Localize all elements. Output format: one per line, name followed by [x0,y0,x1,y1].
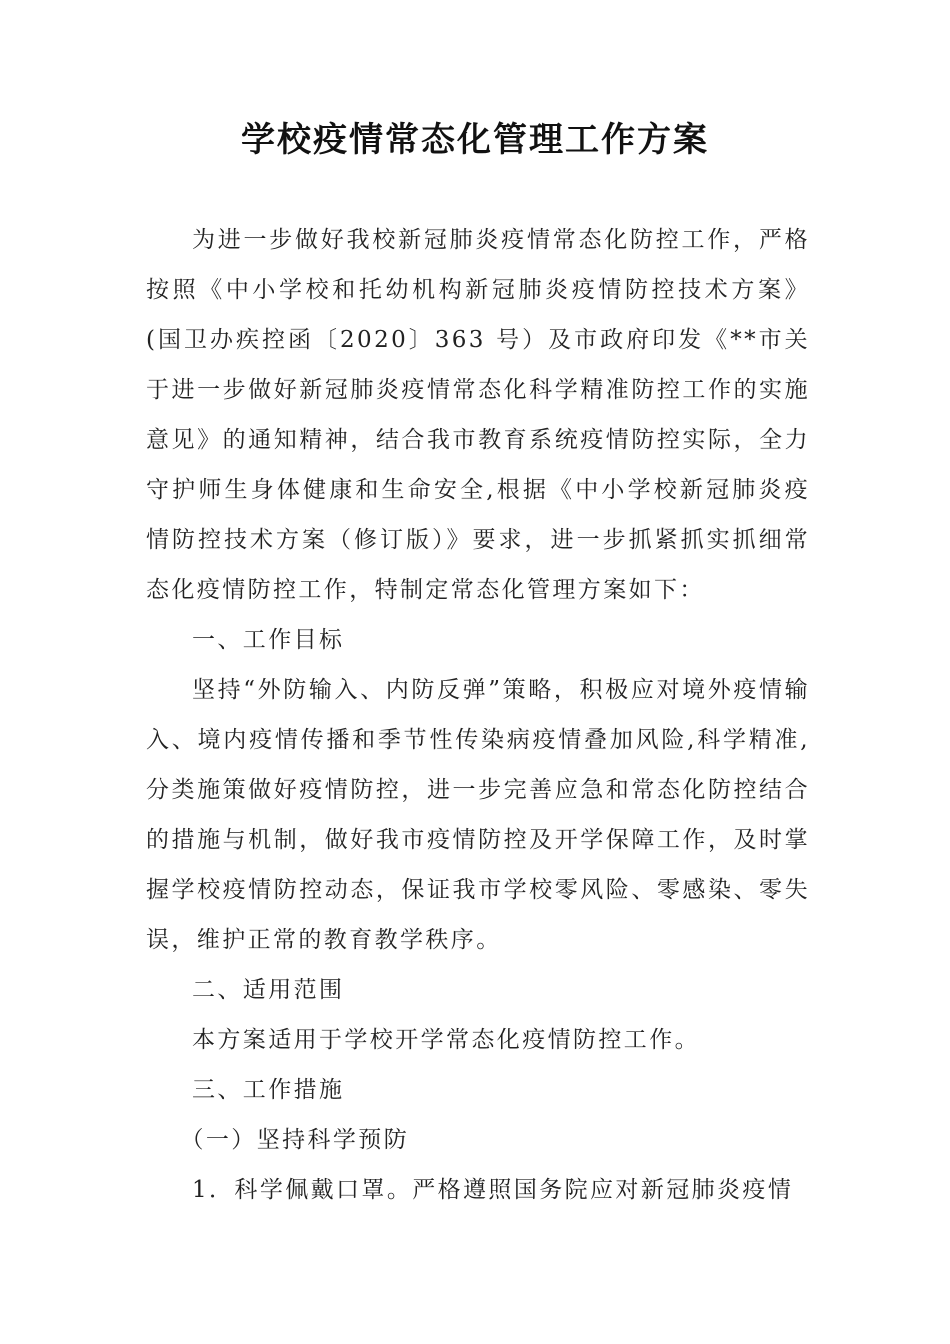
section-heading-scope: 二、适用范围 [192,977,345,1003]
document-body [146,215,810,1215]
section-paragraph-goals: 坚持“外防输入、内防反弹”策略，积极应对境外疫情输入、境内疫情传播和季节性传染病疫情叠加风险,科学精准,分类施策做好疫情防控，进一步完善应急和常态化防控结合的措施与机制，做好我市疫情防控及开学保障工作，及时掌握学校疫情防控动态，保证我市学校零风险、零感染、零失误，维护正常的教育教学秩序。 [146,677,810,953]
list-item-masks: 1．科学佩戴口罩。严格遵照国务院应对新冠肺炎疫情 [192,1177,794,1203]
subsection-heading-prevention: （一）坚持科学预防 [180,1127,410,1153]
section-heading-measures: 三、工作措施 [192,1077,345,1103]
document-title: 学校疫情常态化管理工作方案 [241,120,709,160]
section-paragraph-scope: 本方案适用于学校开学常态化疫情防控工作。 [192,1027,700,1053]
intro-paragraph: 为进一步做好我校新冠肺炎疫情常态化防控工作，严格按照《中小学校和托幼机构新冠肺炎疫情防控技术方案》(国卫办疾控函〔2020〕363 号）及市政府印发《**市关于进一步做好新冠肺炎疫情常态化科学精准防控工作的实施意见》的通知精神，结合我市教育系统疫情防控实际，全力守护师生身体健康和生命安全,根据《中小学校新冠肺炎疫情防控技术方案（修订版）》要求，进一步抓紧抓实抓细常态化疫情防控工作，特制定常态化管理方案如下： [146,227,810,603]
section-heading-goals: 一、工作目标 [192,627,345,653]
